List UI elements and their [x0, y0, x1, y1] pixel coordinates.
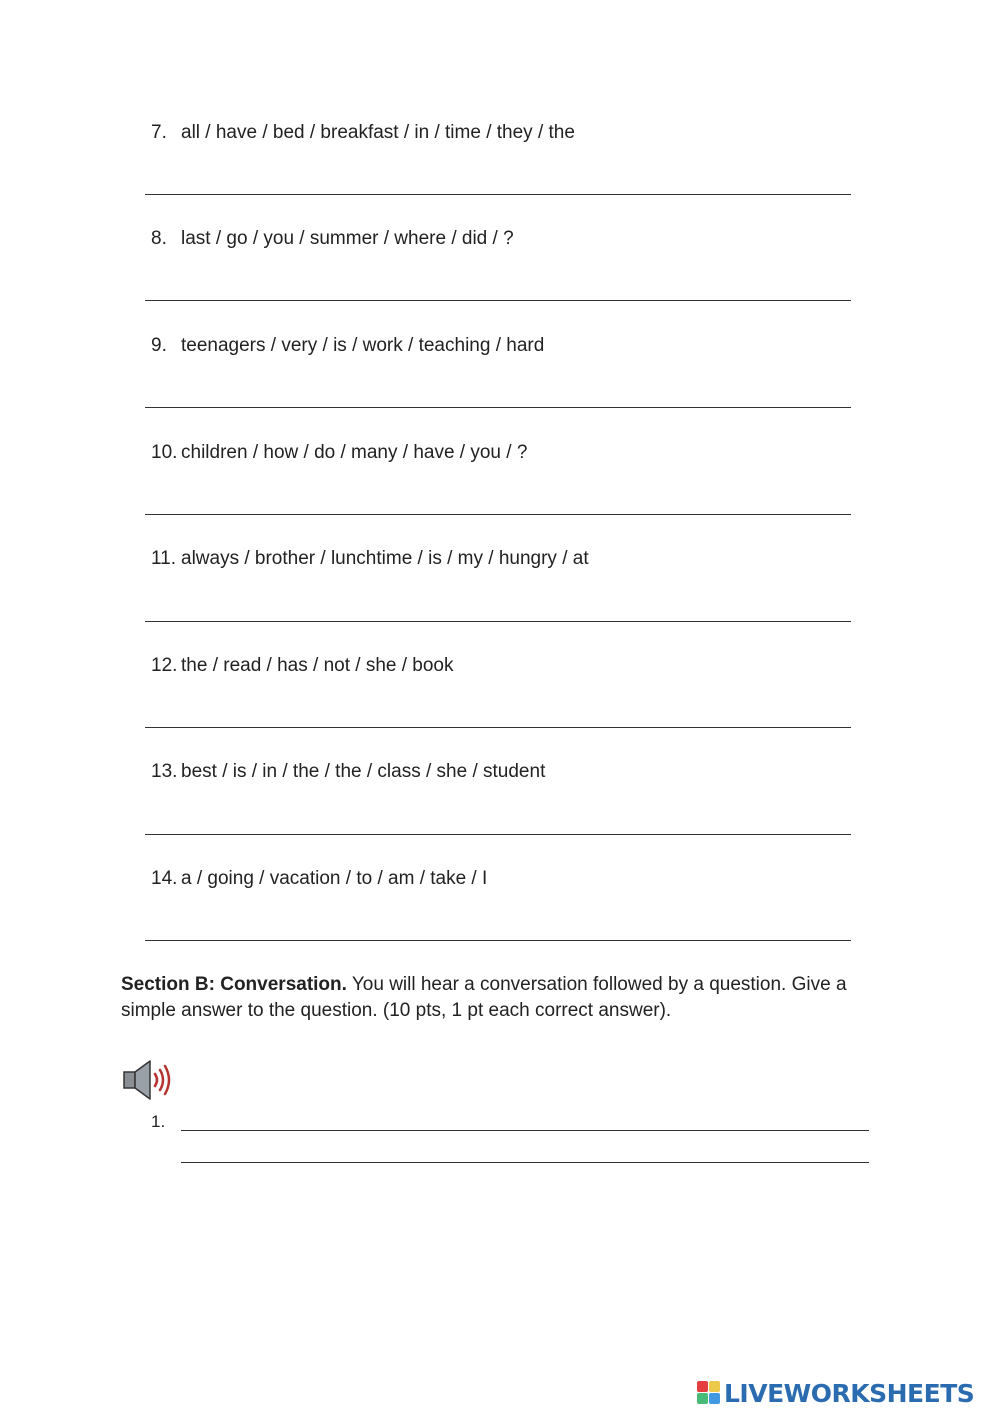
question-number: 9. [151, 335, 167, 356]
answer-line-13[interactable] [145, 834, 851, 835]
answer-line-8[interactable] [145, 300, 851, 301]
section-b-item-number: 1. [151, 1112, 166, 1131]
question-number: 12. [151, 655, 178, 676]
section-b-answer-line-1[interactable] [181, 1130, 869, 1131]
logo-mark-icon [697, 1381, 721, 1405]
question-14 [151, 867, 487, 891]
section-b-title: Section B: Conversation. [121, 974, 347, 995]
question-11 [151, 547, 589, 571]
answer-line-14[interactable] [145, 940, 851, 941]
question-text: all / have / bed / breakfast / in / time / they / the [181, 122, 575, 143]
question-number: 7. [151, 122, 167, 143]
question-number: 13. [151, 761, 178, 782]
question-13 [151, 760, 545, 784]
logo-text: LIVEWORKSHEETS [724, 1378, 975, 1408]
question-7 [151, 121, 575, 145]
question-number: 8. [151, 228, 167, 249]
question-text: always / brother / lunchtime / is / my / hungry / at [181, 548, 589, 569]
question-text: teenagers / very / is / work / teaching / hard [181, 335, 545, 356]
section-b-instructions [121, 972, 886, 1024]
answer-line-11[interactable] [145, 621, 851, 622]
answer-line-12[interactable] [145, 727, 851, 728]
question-8 [151, 227, 514, 251]
answer-line-10[interactable] [145, 514, 851, 515]
question-text: a / going / vacation / to / am / take / I [181, 868, 488, 889]
question-text: children / how / do / many / have / you / ? [181, 442, 528, 463]
section-b-answer-line-2[interactable] [181, 1162, 869, 1163]
question-text: best / is / in / the / the / class / she / student [181, 761, 546, 782]
question-text: the / read / has / not / she / book [181, 655, 454, 676]
question-number: 11. [151, 548, 177, 569]
question-10 [151, 441, 527, 465]
question-9 [151, 334, 544, 358]
question-12 [151, 654, 454, 678]
section-b-text: You will hear a conversation followed by a question. Give a simple answer to the question. (10 pts, 1 pt each correct answer). [121, 974, 847, 1021]
answer-line-7[interactable] [145, 194, 851, 195]
question-text: last / go / you / summer / where / did / ? [181, 228, 514, 249]
question-number: 10. [151, 442, 178, 463]
question-number: 14. [151, 868, 178, 889]
speaker-icon[interactable] [121, 1058, 175, 1102]
answer-line-9[interactable] [145, 407, 851, 408]
liveworksheets-logo [697, 1378, 974, 1408]
